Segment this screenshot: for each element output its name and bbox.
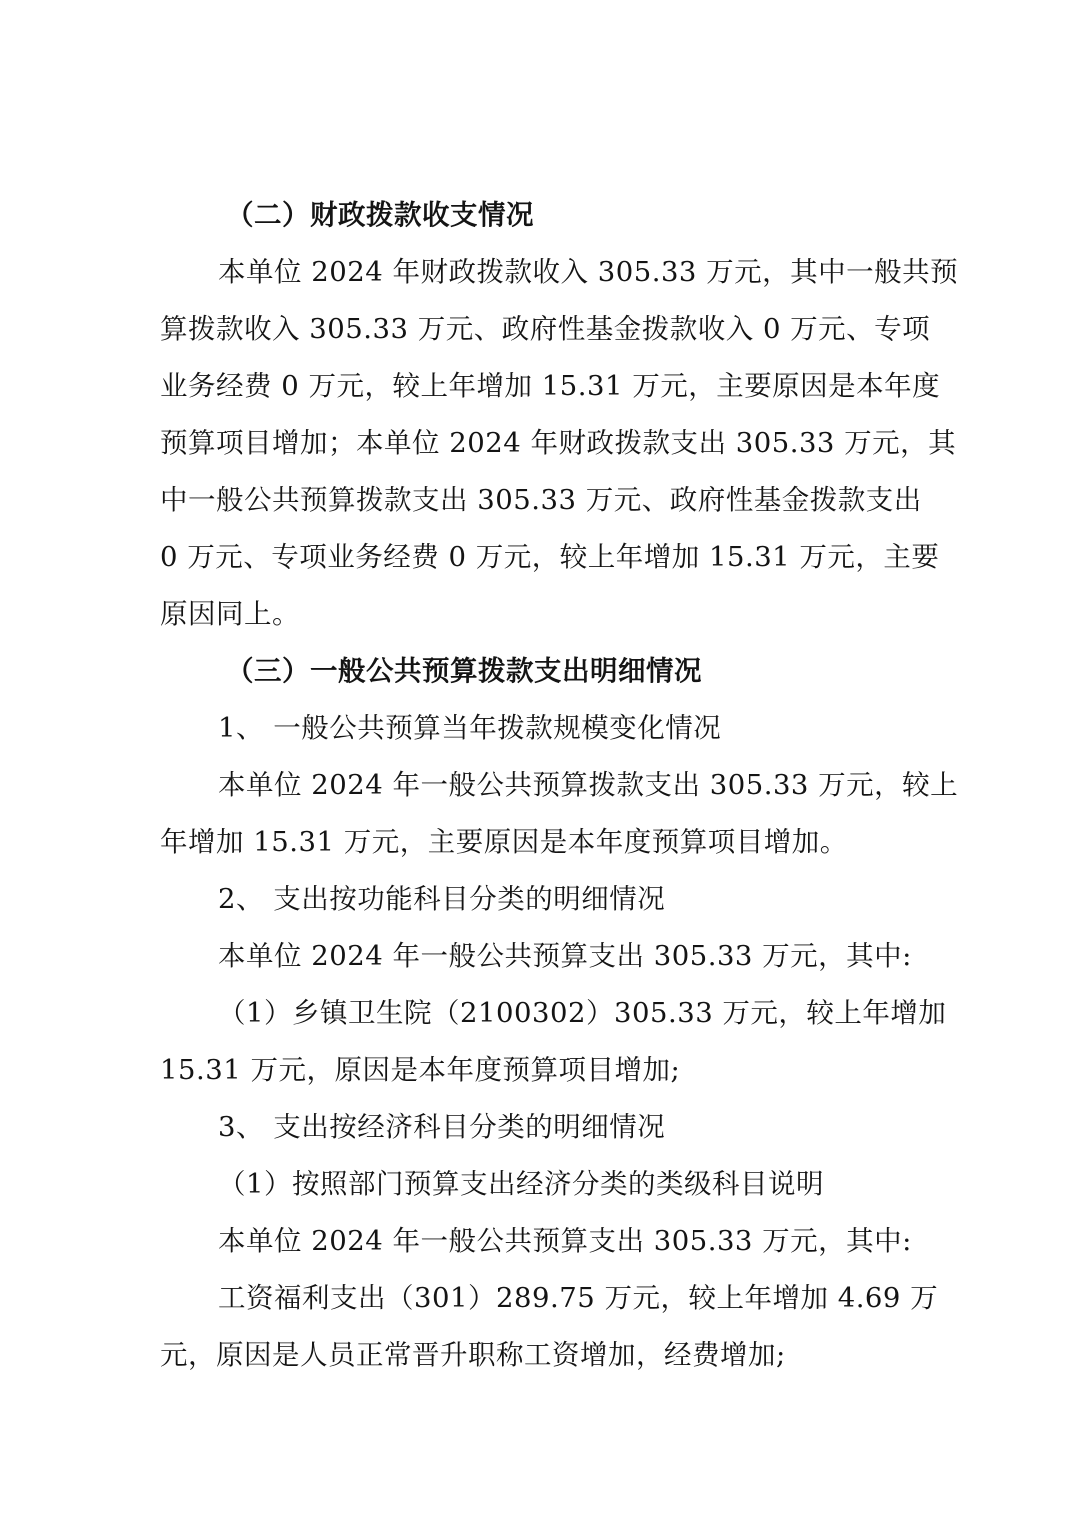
paragraph-line: 算拨款收入 305.33 万元、政府性基金拨款收入 0 万元、专项 [160,313,931,345]
paragraph-line: 元，原因是人员正常晋升职称工资增加，经费增加; [160,1339,786,1371]
paragraph-line: 预算项目增加；本单位 2024 年财政拨款支出 305.33 万元，其 [160,427,957,459]
paragraph-line: 本单位 2024 年一般公共预算拨款支出 305.33 万元，较上 [218,769,959,801]
subsection-title-1: 1、 一般公共预算当年拨款规模变化情况 [218,712,722,744]
paragraph-line: 15.31 万元，原因是本年度预算项目增加; [160,1054,681,1086]
paragraph-line: 0 万元、专项业务经费 0 万元，较上年增加 15.31 万元，主要 [160,541,940,573]
paragraph-line: 业务经费 0 万元，较上年增加 15.31 万元，主要原因是本年度 [160,370,941,402]
paragraph-line: （1）乡镇卫生院（2100302）305.33 万元，较上年增加 [218,997,947,1029]
paragraph-line: 工资福利支出（301）289.75 万元，较上年增加 4.69 万 [218,1282,939,1314]
subsection-item-title: （1）按照部门预算支出经济分类的类级科目说明 [218,1168,824,1200]
paragraph-line: 年增加 15.31 万元，主要原因是本年度预算项目增加。 [160,826,848,858]
section-heading-detail: （三）一般公共预算拨款支出明细情况 [226,655,702,687]
subsection-title-2: 2、 支出按功能科目分类的明细情况 [218,883,666,915]
section-heading-fiscal: （二）财政拨款收支情况 [226,199,534,231]
paragraph-line: 本单位 2024 年一般公共预算支出 305.33 万元，其中: [218,1225,912,1257]
paragraph-line: 本单位 2024 年一般公共预算支出 305.33 万元，其中: [218,940,912,972]
paragraph-line: 本单位 2024 年财政拨款收入 305.33 万元，其中一般共预 [218,256,959,288]
document-body [160,187,959,1384]
subsection-title-3: 3、 支出按经济科目分类的明细情况 [218,1111,666,1143]
paragraph-line: 原因同上。 [160,598,300,630]
paragraph-line: 中一般公共预算拨款支出 305.33 万元、政府性基金拨款支出 [160,484,922,516]
